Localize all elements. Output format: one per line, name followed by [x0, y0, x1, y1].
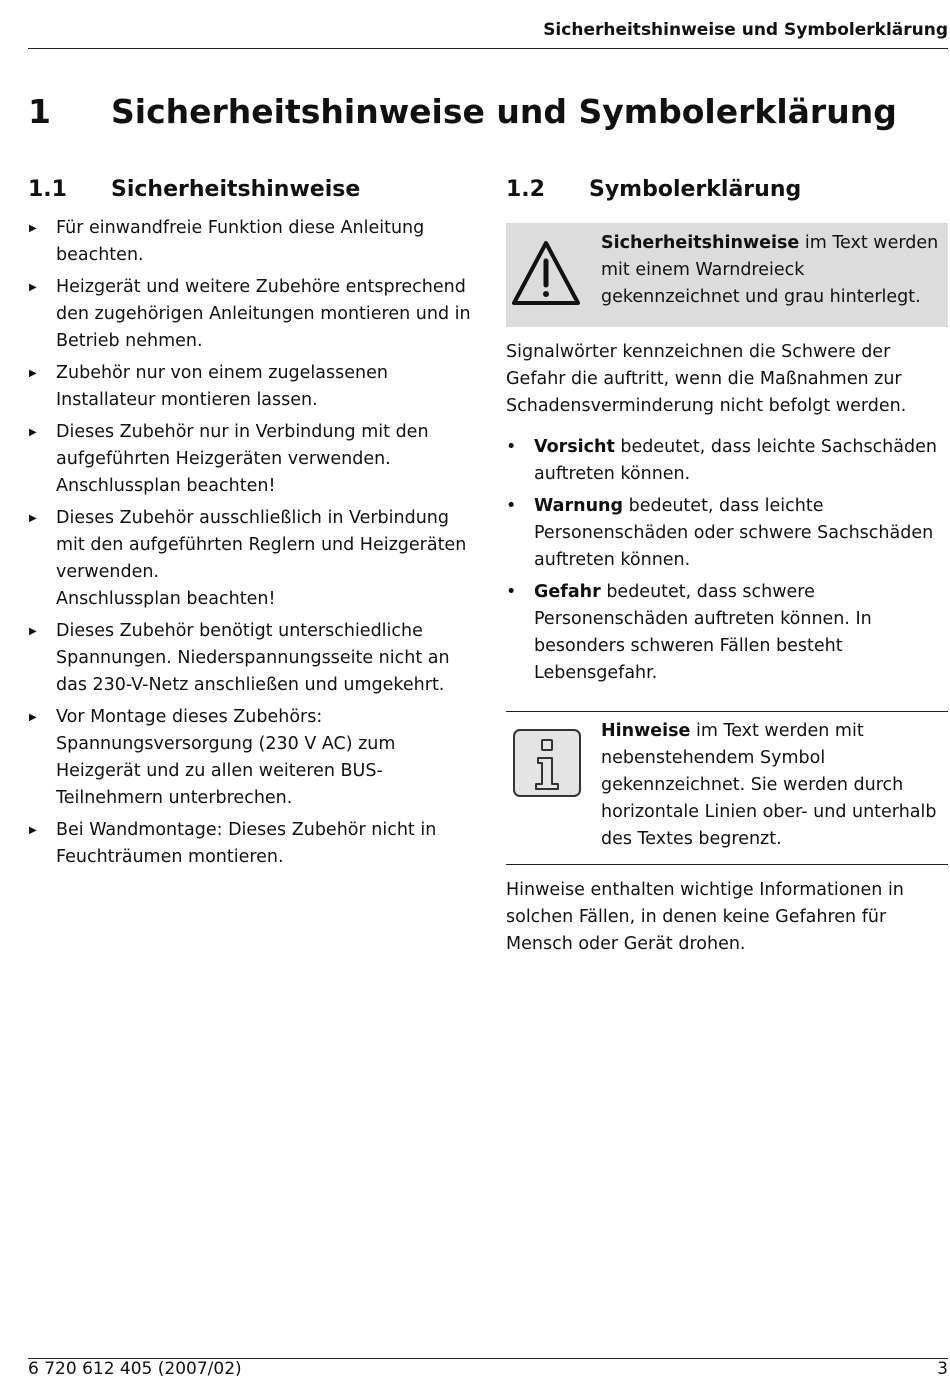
list-item: ▶ Dieses Zubehör benötigt unterschiedliche Spannungen. Niederspannungsseite nicht an das 230-V-Netz anschließen und umgekehrt. — [28, 618, 473, 699]
list-item: ▶ Vor Montage dieses Zubehörs: Spannungsversorgung (230 V AC) zum Heizgerät und zu allen weiteren BUS-Teilnehmern unterbrechen. — [28, 704, 473, 812]
list-item: • Warnung bedeutet, dass leichte Personenschäden oder schwere Sachschäden auftreten können. — [506, 493, 948, 574]
triangle-bullet-icon: ▶ — [29, 427, 37, 438]
signal-words-list — [506, 434, 948, 687]
list-item: ▶ Heizgerät und weitere Zubehöre entsprechend den zugehörigen Anleitungen montieren und in Betrieb nehmen. — [28, 274, 473, 355]
document-number: 6 720 612 405 (2007/02) — [28, 1359, 242, 1379]
triangle-bullet-icon: ▶ — [29, 513, 37, 524]
warning-triangle-icon — [511, 239, 581, 313]
note-box-text: Hinweise im Text werden mit nebenstehendem Symbol gekennzeichnet. Sie werden durch horizontale Linien ober- und unterhalb des Textes begrenzt. — [601, 721, 937, 849]
symbol-column — [506, 223, 948, 958]
info-icon — [512, 728, 582, 802]
triangle-bullet-icon: ▶ — [29, 712, 37, 723]
list-item: ▶ Bei Wandmontage: Dieses Zubehör nicht in Feuchträumen montieren. — [28, 817, 473, 871]
section-1-1-heading — [28, 177, 360, 202]
header-rule — [28, 48, 948, 49]
chapter-number: 1 — [28, 92, 51, 131]
list-item: ▶ Dieses Zubehör nur in Verbindung mit den aufgeführten Heizgeräten verwenden. Anschlussplan beachten! — [28, 419, 473, 500]
list-item: • Gefahr bedeutet, dass schwere Personenschäden auftreten können. In besonders schweren Fällen besteht Lebensgefahr. — [506, 579, 948, 687]
running-header: Sicherheitshinweise und Symbolerklärung — [543, 20, 948, 40]
triangle-bullet-icon: ▶ — [29, 223, 37, 234]
section-1-2-heading — [506, 177, 801, 202]
triangle-bullet-icon: ▶ — [29, 368, 37, 379]
list-item: ▶ Dieses Zubehör ausschließlich in Verbindung mit den aufgeführten Reglern und Heizgeräten verwenden. Anschlussplan beachten! — [28, 505, 473, 613]
list-item: • Vorsicht bedeutet, dass leichte Sachschäden auftreten können. — [506, 434, 948, 488]
section-1-1-title: Sicherheitshinweise — [111, 177, 361, 202]
warning-box — [506, 223, 948, 327]
bullet-dot: • — [506, 496, 517, 516]
chapter-title: Sicherheitshinweise und Symbolerklärung — [111, 92, 897, 131]
note-outro: Hinweise enthalten wichtige Informationen in solchen Fällen, in denen keine Gefahren für Mensch oder Gerät drohen. — [506, 880, 904, 954]
list-item-extra: Anschlussplan beachten! — [56, 589, 276, 609]
triangle-bullet-icon: ▶ — [29, 825, 37, 836]
triangle-bullet-icon: ▶ — [29, 626, 37, 637]
bullet-dot: • — [506, 437, 517, 457]
triangle-bullet-icon: ▶ — [29, 282, 37, 293]
list-item: ▶ Für einwandfreie Funktion diese Anleitung beachten. — [28, 215, 473, 269]
page-number: 3 — [937, 1359, 948, 1379]
safety-column — [28, 215, 473, 876]
section-1-2-title: Symbolerklärung — [589, 177, 802, 202]
warning-box-text: Sicherheitshinweise im Text werden mit einem Warndreieck gekennzeichnet und grau hinterlegt. — [601, 233, 939, 307]
safety-list — [28, 215, 473, 871]
bullet-dot: • — [506, 582, 517, 602]
section-1-2-number: 1.2 — [506, 177, 545, 202]
section-1-1-number: 1.1 — [28, 177, 67, 202]
note-box — [506, 711, 948, 865]
list-item: ▶ Zubehör nur von einem zugelassenen Installateur montieren lassen. — [28, 360, 473, 414]
signal-words-intro: Signalwörter kennzeichnen die Schwere der Gefahr die auftritt, wenn die Maßnahmen zur Schadensverminderung nicht befolgt werden. — [506, 342, 907, 416]
chapter-heading — [28, 92, 897, 131]
